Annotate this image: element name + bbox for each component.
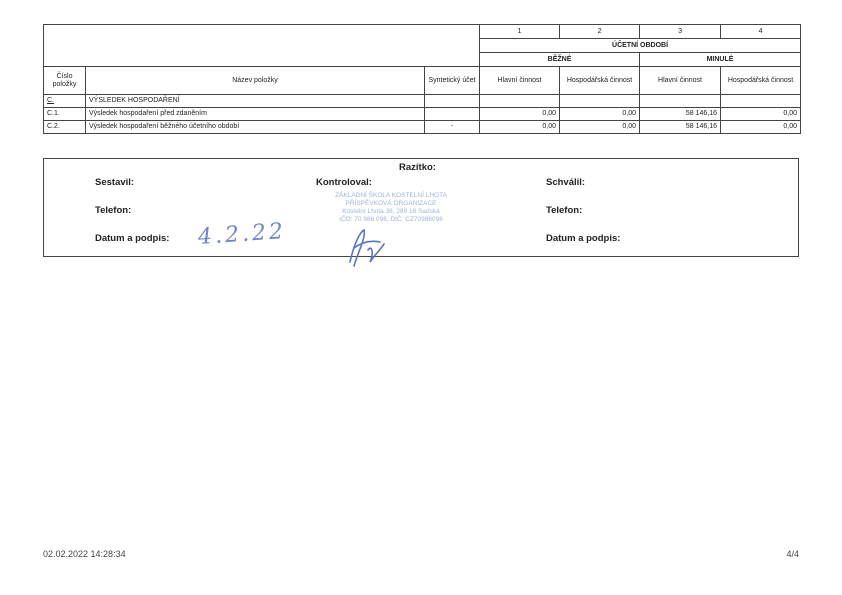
table-row <box>44 95 801 108</box>
row-number: C.1. <box>44 108 86 121</box>
row-value-3: 58 146,16 <box>640 108 721 121</box>
row-synthetic <box>425 95 480 108</box>
row-value-2: 0,00 <box>560 121 640 134</box>
row-value-2: 0,00 <box>560 108 640 121</box>
col-number-3: 3 <box>640 25 721 39</box>
table-row <box>44 108 801 121</box>
col-number-2: 2 <box>560 25 640 39</box>
col-header-main-current: Hlavní činnost <box>480 67 560 95</box>
stamp-line: Kostelní Lhota 38, 289 16 Sadská <box>342 208 440 216</box>
handwritten-date: 4.2.22 <box>197 218 287 251</box>
period-header: ÚČETNÍ OBDOBÍ <box>480 39 801 53</box>
stamp-label: Razítko: <box>399 162 436 173</box>
phone-label-right: Telefon: <box>546 205 583 216</box>
col-header-synthetic: Syntetický účet <box>425 67 480 95</box>
row-value-1: 0,00 <box>480 108 560 121</box>
col-header-economic-current: Hospodářská činnost <box>560 67 640 95</box>
row-value-2 <box>560 95 640 108</box>
row-synthetic: - <box>425 121 480 134</box>
col-header-name: Název položky <box>86 67 425 95</box>
stamp-line: IČO: 70 986 096, DIČ: CZ70986096 <box>339 216 443 224</box>
row-number: C.2. <box>44 121 86 134</box>
print-timestamp: 02.02.2022 14:28:34 <box>43 549 126 559</box>
stamp-line: ZÁKLADNÍ ŠKOLA KOSTELNÍ LHOTA <box>335 192 447 199</box>
date-signature-label-left: Datum a podpis: <box>95 233 170 244</box>
row-synthetic <box>425 108 480 121</box>
current-period-header: BĚŽNÉ <box>480 53 640 67</box>
row-value-4 <box>721 95 801 108</box>
col-number-4: 4 <box>721 25 801 39</box>
handwritten-signature <box>340 224 388 270</box>
phone-label-left: Telefon: <box>95 205 132 216</box>
organization-stamp <box>316 192 466 225</box>
row-number: C. <box>44 95 86 108</box>
row-value-4: 0,00 <box>721 108 801 121</box>
row-name: Výsledek hospodaření běžného účetního období <box>86 121 425 134</box>
checked-by-label: Kontroloval: <box>316 177 372 188</box>
row-value-1 <box>480 95 560 108</box>
row-value-1: 0,00 <box>480 121 560 134</box>
previous-period-header: MINULÉ <box>640 53 801 67</box>
date-signature-label-right: Datum a podpis: <box>546 233 621 244</box>
col-header-economic-previous: Hospodářská činnost <box>721 67 801 95</box>
report-table <box>43 24 801 134</box>
approved-by-label: Schválil: <box>546 177 586 188</box>
col-number-1: 1 <box>480 25 560 39</box>
compiled-by-label: Sestavil: <box>95 177 135 188</box>
row-value-3 <box>640 95 721 108</box>
col-header-main-previous: Hlavní činnost <box>640 67 721 95</box>
row-value-4: 0,00 <box>721 121 801 134</box>
row-name: VÝSLEDEK HOSPODAŘENÍ <box>86 95 425 108</box>
page-number: 4/4 <box>786 549 799 559</box>
col-header-number: Číslo položky <box>44 67 86 95</box>
row-name: Výsledek hospodaření před zdaněním <box>86 108 425 121</box>
header-blank-cell <box>44 25 480 67</box>
stamp-line: PŘÍSPĚVKOVÁ ORGANIZACE <box>345 200 437 208</box>
row-value-3: 58 146,16 <box>640 121 721 134</box>
table-row <box>44 121 801 134</box>
